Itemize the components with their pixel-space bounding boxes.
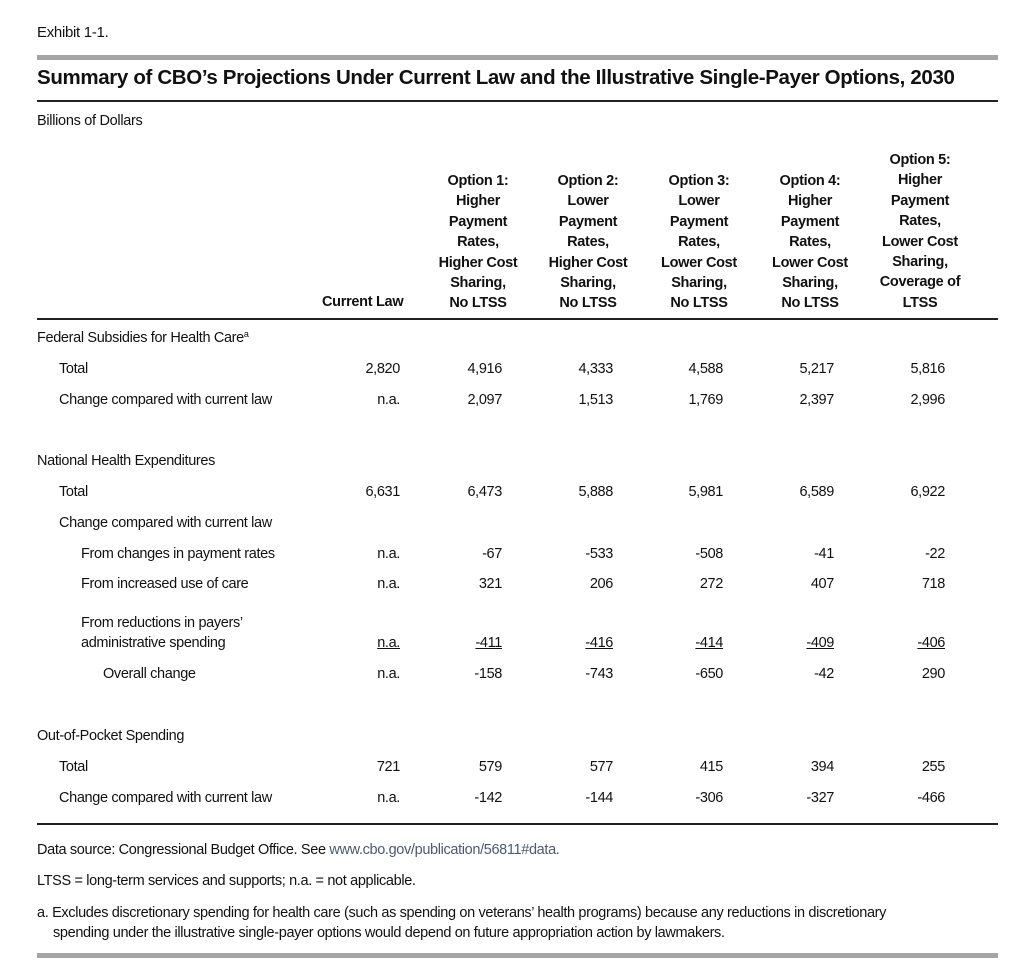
cell-option-5: 6,922 <box>910 484 945 500</box>
header-line: Higher <box>787 193 833 210</box>
cell-option-2: -533 <box>585 546 613 562</box>
cell-option-5: 290 <box>921 666 945 682</box>
column-header-option-4 <box>760 171 860 314</box>
header-line: Option 3: <box>668 173 730 189</box>
cell-option-5: -22 <box>925 546 945 562</box>
column-header-option-2 <box>538 171 638 314</box>
header-line: Lower Cost <box>882 233 958 250</box>
header-line: Higher Cost <box>548 254 628 271</box>
section-title: Federal Subsidies for Health Care <box>37 330 244 346</box>
cell-option-3: 1,769 <box>688 392 723 408</box>
row-label: Total <box>59 484 88 500</box>
cell-option-2: -416 <box>585 635 613 651</box>
cell-current-law: n.a. <box>377 546 400 562</box>
cell-current-law: n.a. <box>377 576 400 592</box>
row-label: Total <box>59 361 88 377</box>
cell-option-1: -142 <box>474 790 502 806</box>
header-line: Payment <box>669 213 729 230</box>
cell-current-law: 6,631 <box>365 484 400 500</box>
header-line: Option 4: <box>779 173 841 189</box>
title-rule <box>37 100 998 102</box>
footnote-a-line-2: spending under the illustrative single-payer options would depend on future appropriation action by lawmakers. <box>53 925 725 941</box>
cell-option-2: 5,888 <box>578 484 613 500</box>
cell-option-4: 407 <box>810 576 834 592</box>
cell-option-5: 718 <box>921 576 945 592</box>
column-header-option-3 <box>649 171 749 314</box>
cell-option-3: 4,588 <box>688 361 723 377</box>
header-line: Payment <box>780 213 840 230</box>
header-line: Option 5: <box>889 152 951 168</box>
cell-option-4: 6,589 <box>799 484 834 500</box>
row-label-line-1: From reductions in payers’ <box>81 615 243 631</box>
header-line: LTSS <box>902 294 938 311</box>
cell-option-4: 394 <box>810 759 834 775</box>
header-line: Lower Cost <box>772 254 848 271</box>
data-source-link[interactable]: www.cbo.gov/publication/56811#data. <box>329 842 560 858</box>
exhibit-title: Summary of CBO’s Projections Under Current Law and the Illustrative Single-Payer Options, 2030 <box>37 66 955 89</box>
cell-option-1: 6,473 <box>467 484 502 500</box>
header-line: Rates, <box>789 234 831 251</box>
header-line: No LTSS <box>670 295 728 312</box>
cell-current-law: 721 <box>376 759 400 775</box>
column-header-option-5 <box>870 150 970 313</box>
cell-option-4: -42 <box>814 666 834 682</box>
cell-option-3: 415 <box>699 759 723 775</box>
cell-option-3: -414 <box>695 635 723 651</box>
cell-option-2: 206 <box>589 576 613 592</box>
header-line: Coverage of <box>879 274 961 291</box>
cell-current-law: n.a. <box>377 392 400 408</box>
footnote-a <box>37 903 997 943</box>
section-national-health-expenditures: National Health Expenditures <box>37 453 216 469</box>
footnote-a-line-1: a. Excludes discretionary spending for health care (such as spending on veterans’ health programs) because any reductions in discretionary <box>37 905 887 921</box>
header-line: Sharing, <box>782 275 838 292</box>
cell-option-5: -406 <box>917 635 945 651</box>
cell-option-5: 2,996 <box>910 392 945 408</box>
units-label: Billions of Dollars <box>37 113 143 129</box>
row-label-change-header: Change compared with current law <box>59 515 272 531</box>
cell-option-4: -327 <box>806 790 834 806</box>
cell-option-3: -306 <box>695 790 723 806</box>
header-line: Rates, <box>899 213 941 230</box>
cell-current-law: n.a. <box>377 666 400 682</box>
header-line: Rates, <box>457 234 499 251</box>
cell-option-1: -411 <box>475 635 502 651</box>
header-line: Rates, <box>567 234 609 251</box>
row-label: Change compared with current law <box>59 392 272 408</box>
cell-option-4: 2,397 <box>799 392 834 408</box>
cell-option-2: -144 <box>585 790 613 806</box>
row-label: Overall change <box>103 666 196 682</box>
header-line: Payment <box>558 213 618 230</box>
header-line: Higher <box>897 172 943 189</box>
exhibit-label: Exhibit 1-1. <box>37 24 109 41</box>
cell-current-law: n.a. <box>377 635 400 651</box>
cell-option-1: 4,916 <box>467 361 502 377</box>
header-rule <box>37 318 998 320</box>
header-line: Lower Cost <box>661 254 737 271</box>
row-label: Total <box>59 759 88 775</box>
row-label: From changes in payment rates <box>81 546 275 562</box>
cell-option-1: 321 <box>478 576 502 592</box>
cell-option-4: 5,217 <box>799 361 834 377</box>
header-line: Payment <box>448 213 508 230</box>
cell-option-5: 255 <box>921 759 945 775</box>
cell-option-5: 5,816 <box>910 361 945 377</box>
header-line: Rates, <box>678 234 720 251</box>
row-label-line-2: administrative spending <box>81 635 226 651</box>
cell-option-1: 579 <box>478 759 502 775</box>
bottom-grey-rule <box>37 953 998 958</box>
cell-option-2: 1,513 <box>578 392 613 408</box>
header-line: Sharing, <box>450 275 506 292</box>
header-line: Option 1: <box>447 173 509 189</box>
column-header-option-1 <box>428 171 528 314</box>
header-line: Option 2: <box>557 173 619 189</box>
header-line: Higher <box>455 193 501 210</box>
cell-current-law: n.a. <box>377 790 400 806</box>
top-grey-rule <box>37 55 998 60</box>
cell-option-3: 5,981 <box>688 484 723 500</box>
row-label: From increased use of care <box>81 576 249 592</box>
header-line: No LTSS <box>559 295 617 312</box>
cell-option-1: -67 <box>482 546 502 562</box>
row-label: Change compared with current law <box>59 790 272 806</box>
cell-option-5: -466 <box>917 790 945 806</box>
header-line: Sharing, <box>560 275 616 292</box>
table-bottom-rule <box>37 823 998 825</box>
header-line: Higher Cost <box>438 254 518 271</box>
cell-option-4: -409 <box>806 635 834 651</box>
column-header-current-law: Current Law <box>322 294 404 310</box>
header-line: Sharing, <box>892 254 948 271</box>
cell-option-1: 2,097 <box>467 392 502 408</box>
data-source-note <box>37 842 559 858</box>
section-federal-subsidies <box>37 330 249 346</box>
cell-option-3: 272 <box>699 576 723 592</box>
cell-option-3: -650 <box>695 666 723 682</box>
cell-option-2: -743 <box>585 666 613 682</box>
footnote-marker: a <box>243 329 249 339</box>
header-line: Payment <box>890 192 950 209</box>
cell-option-3: -508 <box>695 546 723 562</box>
header-line: No LTSS <box>781 295 839 312</box>
header-line: No LTSS <box>449 295 507 312</box>
cell-current-law: 2,820 <box>365 361 400 377</box>
abbreviations-note: LTSS = long-term services and supports; n.a. = not applicable. <box>37 873 416 889</box>
cell-option-4: -41 <box>814 546 834 562</box>
cell-option-2: 577 <box>589 759 613 775</box>
header-line: Lower <box>678 193 720 210</box>
header-line: Sharing, <box>671 275 727 292</box>
cell-option-1: -158 <box>474 666 502 682</box>
header-line: Lower <box>567 193 609 210</box>
section-out-of-pocket-spending: Out-of-Pocket Spending <box>37 728 185 744</box>
data-source-text: Data source: Congressional Budget Office. See <box>37 842 330 858</box>
cell-option-2: 4,333 <box>578 361 613 377</box>
